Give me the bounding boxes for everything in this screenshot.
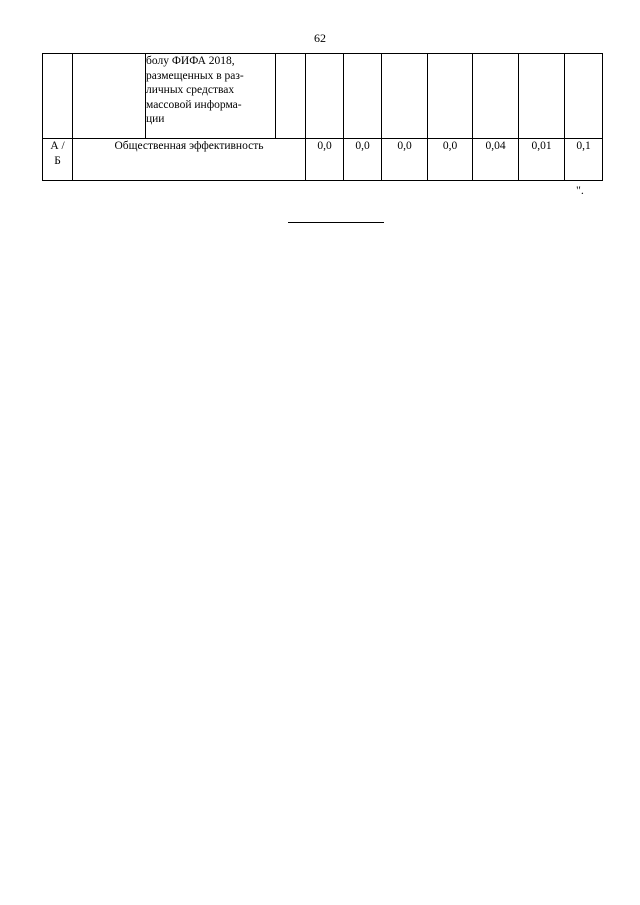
table-row — [43, 139, 603, 181]
table-row — [43, 54, 603, 139]
value-cell: 0,0 — [306, 139, 344, 181]
description-line: личных средствах — [146, 84, 235, 96]
row-code-line: А / — [50, 140, 65, 152]
indicator-description-cell — [146, 54, 276, 139]
row-code-line: Б — [54, 155, 61, 167]
table-cell-empty — [43, 54, 73, 139]
indicator-table — [42, 53, 603, 181]
value-cell: 0,1 — [565, 139, 603, 181]
value-cell: 0,0 — [382, 139, 428, 181]
value-cell: 0,04 — [473, 139, 519, 181]
row-label-cell: Общественная эффективность — [73, 139, 306, 181]
description-line: болу ФИФА 2018, — [146, 55, 235, 67]
description-line: размещенных в раз- — [146, 69, 244, 82]
page-number: 62 — [314, 31, 326, 45]
table-cell-empty — [344, 54, 382, 139]
footnote-separator-line — [288, 222, 384, 223]
table-cell-empty — [276, 54, 306, 139]
value-cell: 0,01 — [519, 139, 565, 181]
closing-quote: ". — [576, 183, 584, 197]
table-cell-empty — [428, 54, 473, 139]
value-cell: 0,0 — [344, 139, 382, 181]
table-cell-empty — [306, 54, 344, 139]
value-cell: 0,0 — [428, 139, 473, 181]
table-cell-empty — [519, 54, 565, 139]
description-line: массовой информа- — [146, 98, 242, 111]
row-code-cell — [43, 139, 73, 181]
table-cell-empty — [382, 54, 428, 139]
table-cell-empty — [73, 54, 146, 139]
table-cell-empty — [565, 54, 603, 139]
description-line: ции — [146, 113, 165, 125]
table-cell-empty — [473, 54, 519, 139]
